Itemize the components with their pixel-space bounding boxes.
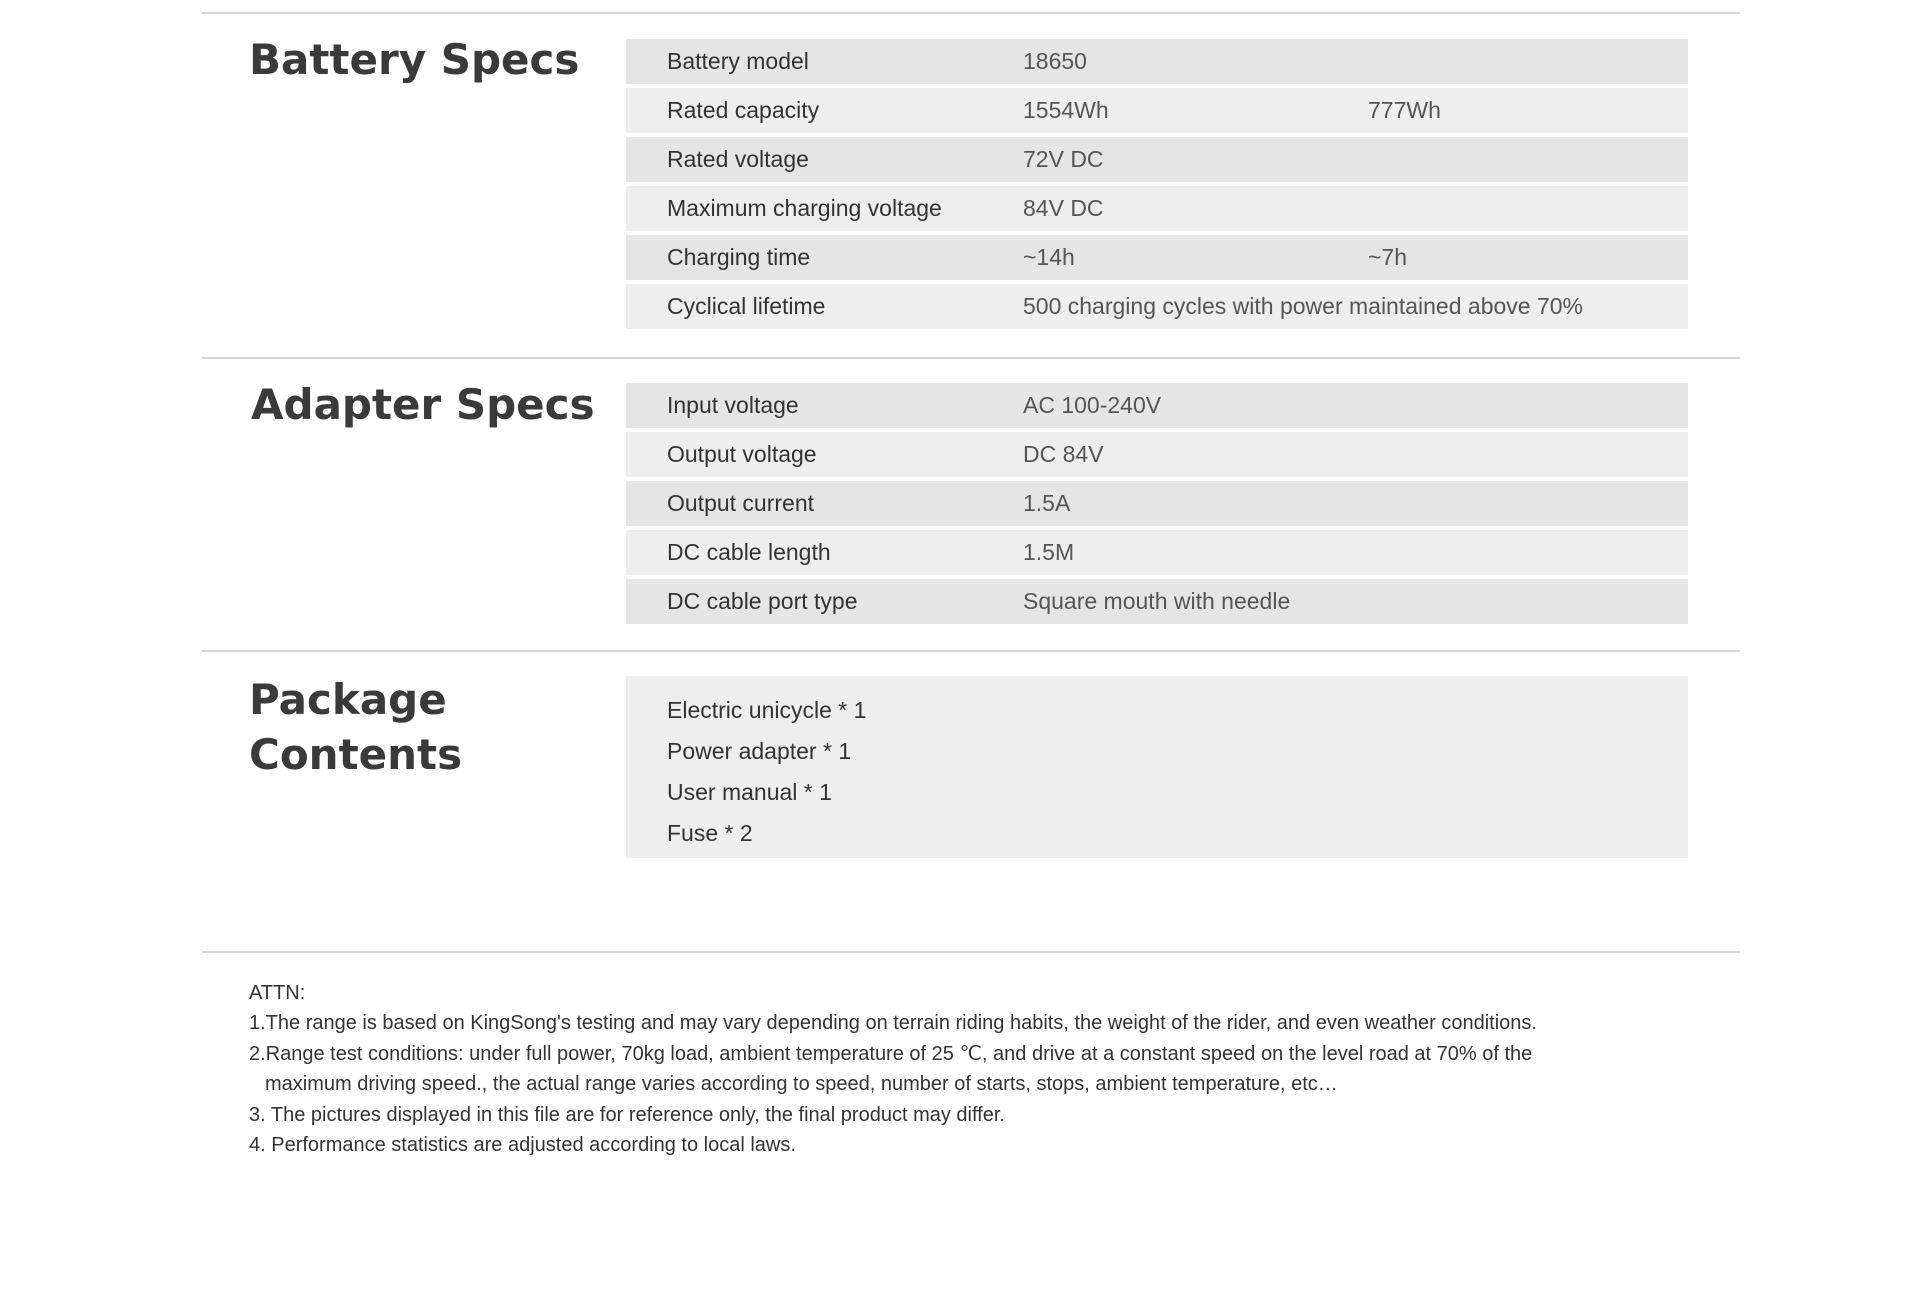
- spec-value: 1.5A: [1023, 490, 1071, 516]
- spec-label: Output current: [667, 490, 815, 516]
- divider-top: [202, 12, 1740, 14]
- spec-label: Cyclical lifetime: [667, 293, 826, 319]
- table-row: [626, 137, 1688, 182]
- spec-label: DC cable port type: [667, 588, 858, 614]
- note-line: maximum driving speed., the actual range varies according to speed, number of starts, stops, ambient temperature, etc…: [265, 1073, 1338, 1096]
- spec-value: DC 84V: [1023, 441, 1104, 467]
- spec-label: Rated capacity: [667, 97, 820, 123]
- attention-notes: [249, 978, 1669, 1160]
- list-item: Power adapter * 1: [667, 738, 852, 764]
- note-line: 4. Performance statistics are adjusted according to local laws.: [249, 1134, 796, 1157]
- table-row: [626, 481, 1688, 526]
- battery-specs-title: Battery Specs: [249, 35, 580, 84]
- table-row: [626, 530, 1688, 575]
- table-row: [626, 39, 1688, 84]
- spec-value: 72V DC: [1023, 146, 1104, 172]
- table-row: [626, 432, 1688, 477]
- spec-value: Square mouth with needle: [1023, 588, 1291, 614]
- divider-adapter-package: [202, 650, 1740, 652]
- spec-value: 84V DC: [1023, 195, 1104, 221]
- spec-label: Input voltage: [667, 392, 799, 418]
- table-row: [626, 235, 1688, 280]
- table-row: [626, 383, 1688, 428]
- package-contents-box: [626, 676, 1688, 858]
- spec-value-secondary: ~7h: [1368, 244, 1408, 270]
- adapter-specs-title: Adapter Specs: [251, 380, 595, 429]
- list-item: User manual * 1: [667, 779, 832, 805]
- divider-battery-adapter: [202, 357, 1740, 359]
- spec-value-secondary: 777Wh: [1368, 97, 1441, 123]
- spec-value: 1.5M: [1023, 539, 1075, 565]
- spec-label: Rated voltage: [667, 146, 809, 172]
- list-item: Fuse * 2: [667, 820, 753, 846]
- spec-value: 18650: [1023, 48, 1087, 74]
- note-line: 2.Range test conditions: under full power, 70kg load, ambient temperature of 25 ℃, and drive at a constant speed on the level road at 70% of the: [249, 1042, 1533, 1065]
- note-line: 1.The range is based on KingSong's testing and may vary depending on terrain riding habits, the weight of the rider, and even weather conditions.: [249, 1012, 1537, 1035]
- spec-value: ~14h: [1023, 244, 1075, 270]
- adapter-specs-table: [626, 383, 1688, 628]
- note-line: 3. The pictures displayed in this file are for reference only, the final product may differ.: [249, 1103, 1005, 1126]
- spec-value: AC 100-240V: [1023, 392, 1162, 418]
- table-row: [626, 88, 1688, 133]
- table-row: [626, 284, 1688, 329]
- spec-label: Charging time: [667, 244, 811, 270]
- notes-heading: ATTN:: [249, 982, 306, 1004]
- spec-label: DC cable length: [667, 539, 831, 565]
- package-contents-list: [626, 676, 1688, 854]
- package-contents-title: Package Contents: [249, 675, 463, 779]
- list-item: Electric unicycle * 1: [667, 697, 867, 723]
- divider-notes: [202, 951, 1740, 953]
- spec-value: 500 charging cycles with power maintained above 70%: [1023, 293, 1583, 319]
- table-row: [626, 579, 1688, 624]
- spec-label: Maximum charging voltage: [667, 195, 942, 221]
- battery-specs-table: [626, 39, 1688, 333]
- spec-value: 1554Wh: [1023, 97, 1109, 123]
- table-row: [626, 186, 1688, 231]
- spec-label: Output voltage: [667, 441, 817, 467]
- spec-label: Battery model: [667, 48, 809, 74]
